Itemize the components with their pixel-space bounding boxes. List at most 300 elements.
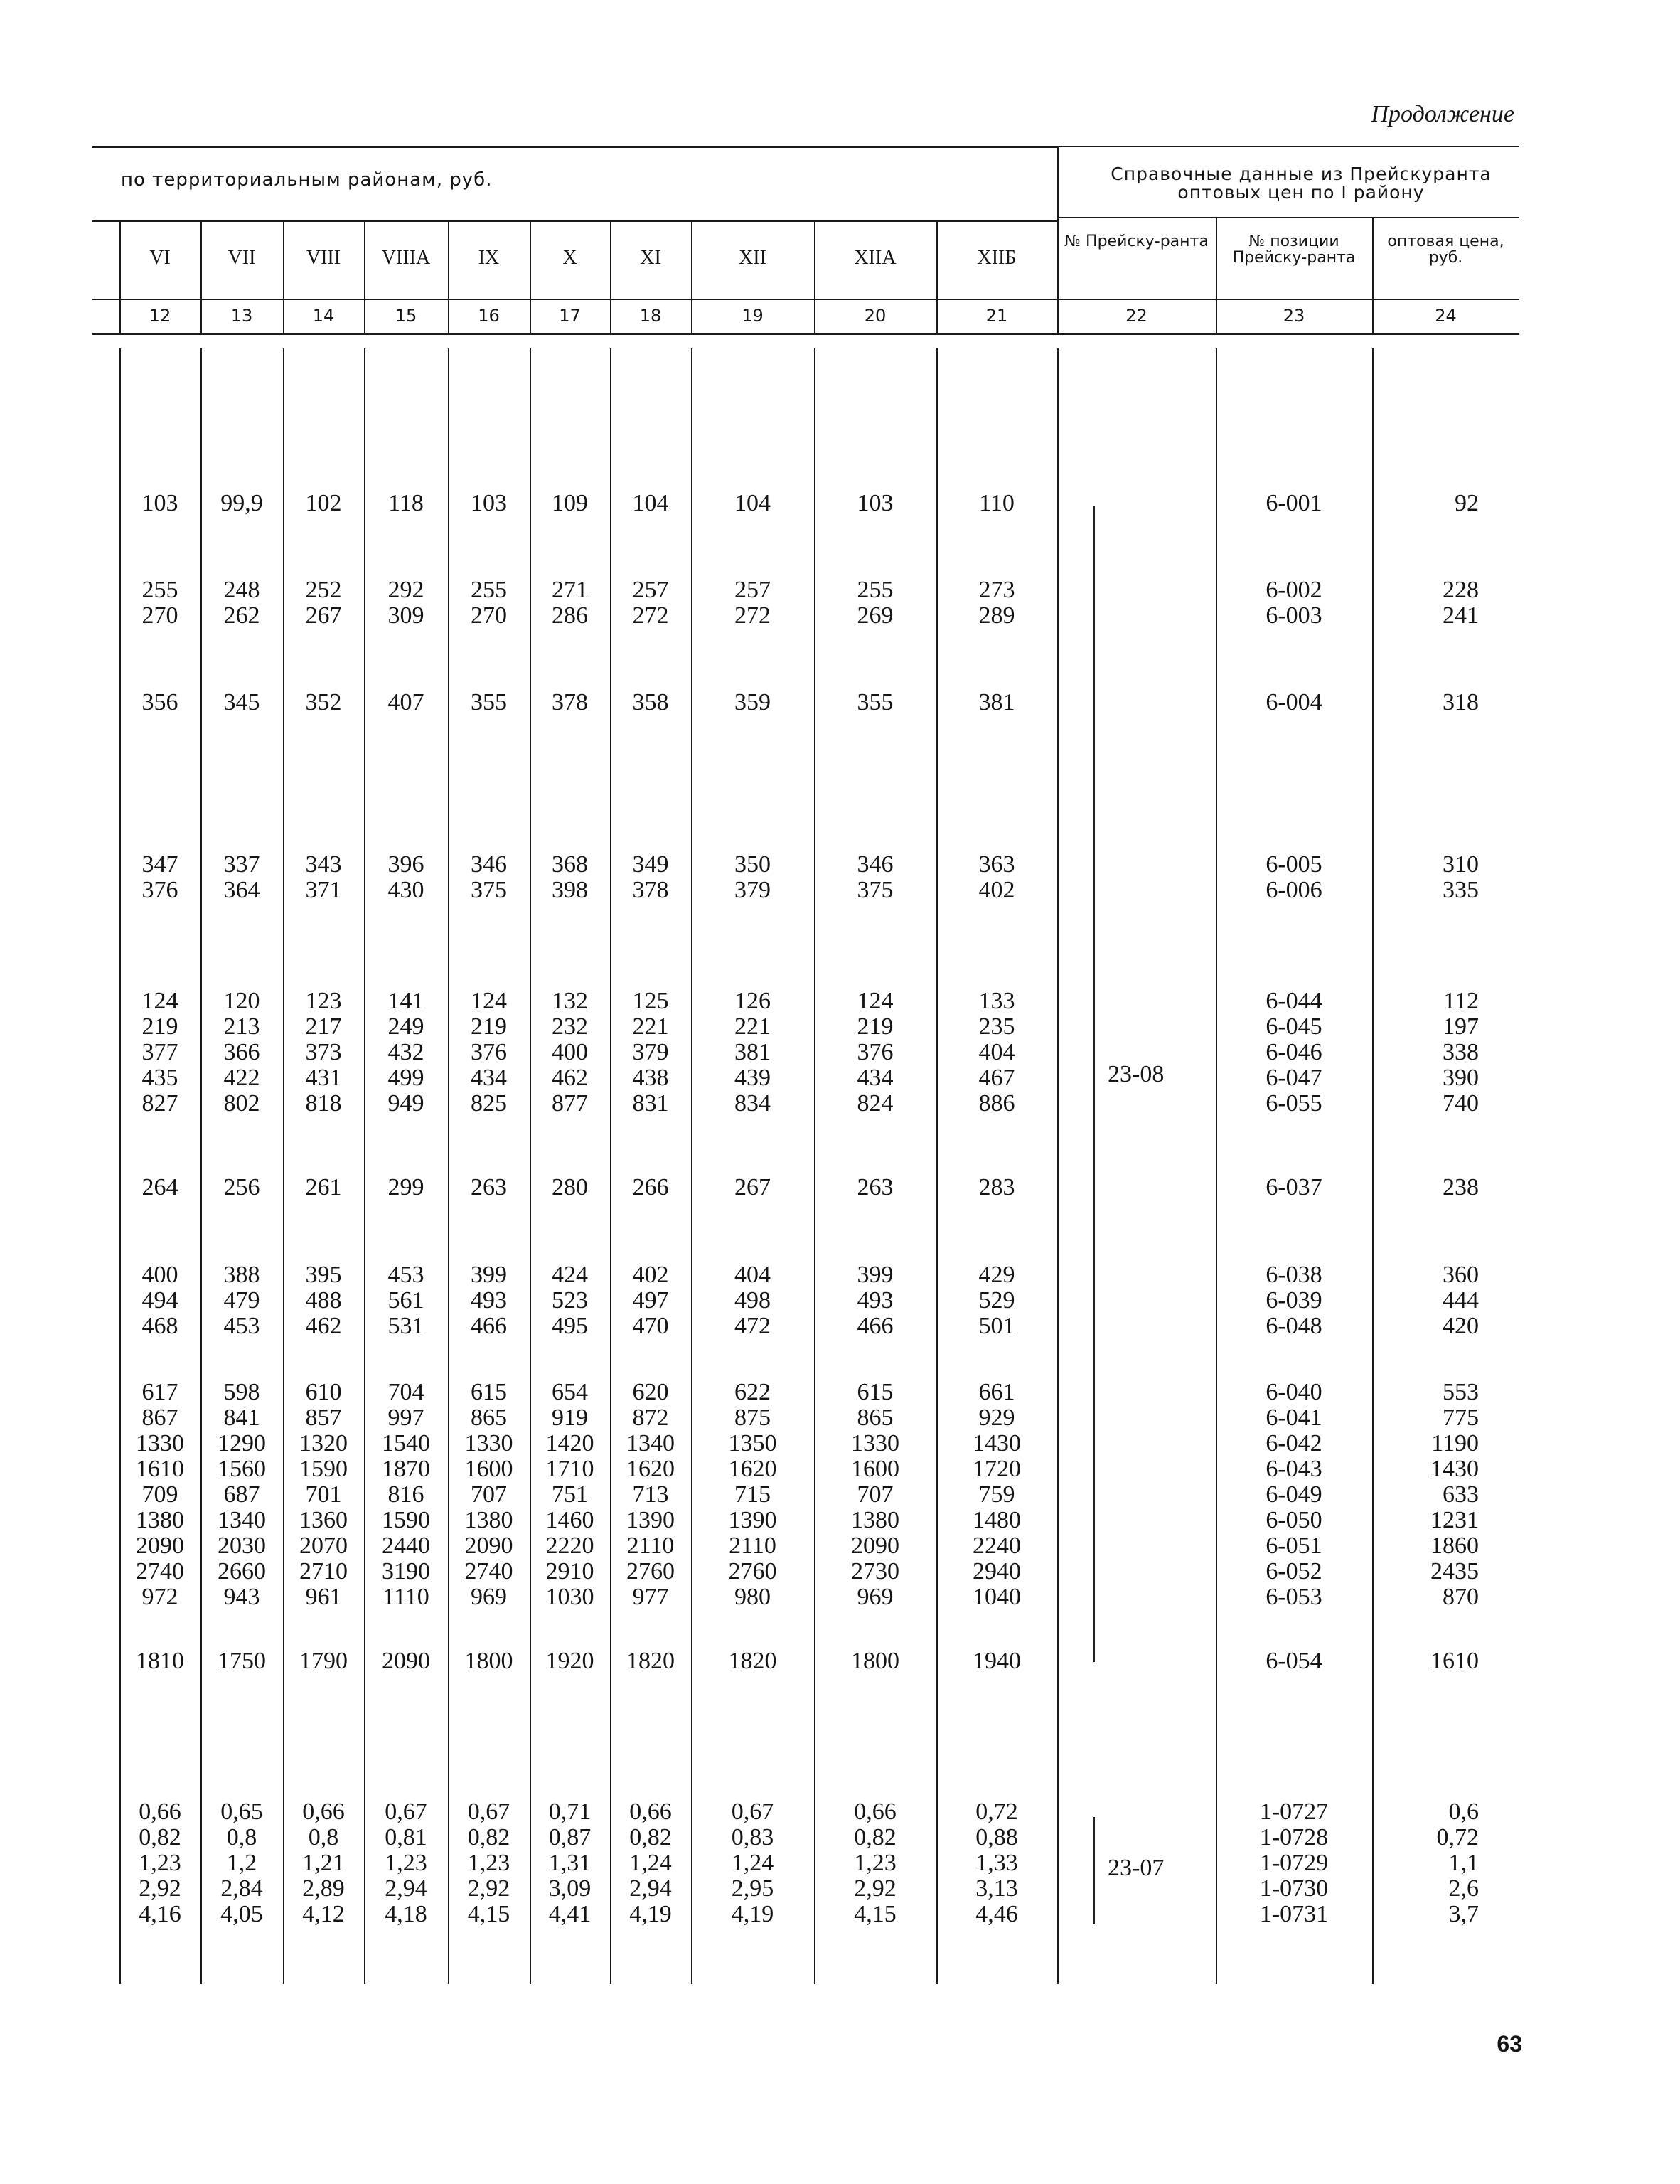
region-price-cell: 493 <box>857 1287 894 1314</box>
position-number-cell: 6-005 <box>1266 851 1322 878</box>
wholesale-price-cell: 197 <box>1443 1013 1479 1040</box>
region-price-cell: 654 <box>552 1379 588 1405</box>
region-price-cell: 124 <box>471 988 507 1014</box>
region-price-cell: 0,88 <box>975 1824 1018 1850</box>
wholesale-price-cell: 241 <box>1443 602 1479 629</box>
region-price-cell: 0,82 <box>629 1824 672 1850</box>
region-price-cell: 816 <box>387 1481 424 1508</box>
position-number-cell: 6-052 <box>1266 1558 1322 1584</box>
region-price-cell: 262 <box>223 602 260 629</box>
region-price-cell: 875 <box>734 1405 771 1431</box>
region-price-cell: 470 <box>632 1313 669 1339</box>
region-price-cell: 980 <box>734 1584 771 1610</box>
region-price-cell: 255 <box>471 577 507 603</box>
region-price-cell: 373 <box>305 1039 342 1065</box>
region-price-cell: 396 <box>387 851 424 878</box>
region-price-cell: 1350 <box>728 1430 777 1456</box>
region-price-cell: 286 <box>552 602 588 629</box>
region-price-cell: 102 <box>305 490 342 516</box>
region-price-cell: 1330 <box>136 1430 184 1456</box>
region-price-cell: 4,46 <box>975 1901 1018 1927</box>
region-price-cell: 2,89 <box>302 1875 345 1902</box>
wholesale-price-cell: 360 <box>1443 1262 1479 1288</box>
region-price-cell: 109 <box>552 490 588 516</box>
region-price-cell: 398 <box>552 877 588 903</box>
position-number-cell: 6-041 <box>1266 1405 1322 1431</box>
region-price-cell: 877 <box>552 1090 588 1117</box>
region-price-cell: 865 <box>857 1405 894 1431</box>
region-price-cell: 402 <box>978 877 1015 903</box>
region-price-cell: 261 <box>305 1174 342 1200</box>
column-number: 13 <box>230 306 253 326</box>
region-price-cell: 1420 <box>545 1430 594 1456</box>
region-price-cell: 1590 <box>299 1456 348 1482</box>
region-price-cell: 439 <box>734 1065 771 1091</box>
wholesale-price-cell: 740 <box>1443 1090 1479 1117</box>
region-price-cell: 610 <box>305 1379 342 1405</box>
region-price-cell: 707 <box>857 1481 894 1508</box>
wholesale-price-cell: 444 <box>1443 1287 1479 1314</box>
region-price-cell: 1330 <box>851 1430 899 1456</box>
region-price-cell: 479 <box>223 1287 260 1314</box>
region-price-cell: 375 <box>471 877 507 903</box>
region-price-cell: 1,23 <box>854 1850 897 1876</box>
region-price-cell: 0,67 <box>385 1799 427 1825</box>
region-price-cell: 2,92 <box>854 1875 897 1902</box>
region-price-cell: 622 <box>734 1379 771 1405</box>
region-price-cell: 235 <box>978 1013 1015 1040</box>
position-number-cell: 6-038 <box>1266 1262 1322 1288</box>
position-number-cell: 6-046 <box>1266 1039 1322 1065</box>
position-number-cell: 6-039 <box>1266 1287 1322 1314</box>
region-price-cell: 377 <box>141 1039 178 1065</box>
position-number-cell: 1-0731 <box>1259 1901 1329 1927</box>
position-number-cell: 6-042 <box>1266 1430 1322 1456</box>
column-number: 16 <box>478 306 500 326</box>
region-price-cell: 125 <box>632 988 669 1014</box>
region-price-cell: 407 <box>387 689 424 715</box>
region-price-cell: 123 <box>305 988 342 1014</box>
region-price-cell: 346 <box>471 851 507 878</box>
region-price-cell: 1330 <box>464 1430 513 1456</box>
column-number: 14 <box>312 306 335 326</box>
region-price-cell: 1360 <box>299 1507 348 1533</box>
region-price-cell: 2110 <box>729 1533 776 1559</box>
region-price-cell: 751 <box>552 1481 588 1508</box>
region-price-cell: 388 <box>223 1262 260 1288</box>
wholesale-price-cell: 1,1 <box>1448 1850 1479 1876</box>
region-price-cell: 972 <box>141 1584 178 1610</box>
region-price-cell: 949 <box>387 1090 424 1117</box>
region-price-cell: 4,16 <box>139 1901 181 1927</box>
column-header-label: XIIБ <box>977 247 1017 269</box>
catalog-label-23-07: 23-07 <box>1108 1855 1165 1881</box>
region-price-cell: 1340 <box>218 1507 266 1533</box>
region-price-cell: 0,66 <box>139 1799 181 1825</box>
region-price-cell: 4,15 <box>467 1901 510 1927</box>
region-price-cell: 615 <box>471 1379 507 1405</box>
wholesale-price-cell: 338 <box>1443 1039 1479 1065</box>
region-price-cell: 462 <box>552 1065 588 1091</box>
region-price-cell: 379 <box>632 1039 669 1065</box>
region-price-cell: 466 <box>471 1313 507 1339</box>
region-price-cell: 1590 <box>382 1507 430 1533</box>
wholesale-price-cell: 112 <box>1443 988 1479 1014</box>
region-price-cell: 969 <box>857 1584 894 1610</box>
region-price-cell: 2110 <box>626 1533 675 1559</box>
region-price-cell: 1540 <box>382 1430 430 1456</box>
region-price-cell: 1340 <box>626 1430 675 1456</box>
region-price-cell: 219 <box>857 1013 894 1040</box>
region-price-cell: 219 <box>471 1013 507 1040</box>
region-price-cell: 364 <box>223 877 260 903</box>
region-price-cell: 3,09 <box>548 1875 592 1902</box>
region-price-cell: 1810 <box>136 1648 184 1674</box>
position-number-cell: 6-050 <box>1266 1507 1322 1533</box>
wholesale-price-cell: 1610 <box>1430 1648 1479 1674</box>
column-number: 19 <box>742 306 764 326</box>
region-price-cell: 865 <box>471 1405 507 1431</box>
region-price-cell: 2,92 <box>467 1875 510 1902</box>
region-price-cell: 366 <box>223 1039 260 1065</box>
page-number: 63 <box>1497 2031 1522 2057</box>
region-price-cell: 359 <box>734 689 771 715</box>
position-number-cell: 6-003 <box>1266 602 1322 629</box>
region-price-cell: 352 <box>305 689 342 715</box>
region-price-cell: 395 <box>305 1262 342 1288</box>
column-number: 15 <box>395 306 417 326</box>
region-price-cell: 269 <box>857 602 894 629</box>
region-price-cell: 337 <box>223 851 260 878</box>
region-price-cell: 1620 <box>626 1456 675 1482</box>
column-header-label: № Прейску-ранта <box>1064 233 1209 250</box>
position-number-cell: 6-053 <box>1266 1584 1322 1610</box>
wholesale-price-cell: 0,72 <box>1436 1824 1479 1850</box>
region-price-cell: 1820 <box>728 1648 777 1674</box>
position-number-cell: 6-049 <box>1266 1481 1322 1508</box>
position-number-cell: 6-051 <box>1266 1533 1322 1559</box>
region-price-cell: 1480 <box>973 1507 1021 1533</box>
region-price-cell: 2,94 <box>385 1875 427 1902</box>
region-price-cell: 118 <box>388 490 424 516</box>
region-price-cell: 267 <box>305 602 342 629</box>
region-price-cell: 232 <box>552 1013 588 1040</box>
region-price-cell: 598 <box>223 1379 260 1405</box>
region-price-cell: 270 <box>141 602 178 629</box>
column-number: 24 <box>1435 306 1457 326</box>
region-price-cell: 1040 <box>973 1584 1021 1610</box>
region-price-cell: 2940 <box>973 1558 1021 1584</box>
region-price-cell: 1560 <box>218 1456 266 1482</box>
region-price-cell: 857 <box>305 1405 342 1431</box>
position-number-cell: 6-054 <box>1266 1648 1322 1674</box>
region-price-cell: 1,23 <box>139 1850 181 1876</box>
region-price-cell: 4,41 <box>548 1901 592 1927</box>
region-price-cell: 468 <box>141 1313 178 1339</box>
region-price-cell: 378 <box>552 689 588 715</box>
region-price-cell: 368 <box>552 851 588 878</box>
region-price-cell: 453 <box>223 1313 260 1339</box>
position-number-cell: 6-043 <box>1266 1456 1322 1482</box>
region-price-cell: 494 <box>141 1287 178 1314</box>
region-price-cell: 0,67 <box>467 1799 510 1825</box>
region-price-cell: 2440 <box>382 1533 430 1559</box>
region-price-cell: 1,21 <box>302 1850 345 1876</box>
region-price-cell: 0,81 <box>385 1824 427 1850</box>
region-price-cell: 99,9 <box>220 490 263 516</box>
column-header-label: VIIIA <box>381 247 431 269</box>
region-price-cell: 256 <box>223 1174 260 1200</box>
position-number-cell: 6-055 <box>1266 1090 1322 1117</box>
region-price-cell: 267 <box>734 1174 771 1200</box>
region-price-cell: 0,66 <box>302 1799 345 1825</box>
region-price-cell: 424 <box>552 1262 588 1288</box>
region-price-cell: 818 <box>305 1090 342 1117</box>
wholesale-price-cell: 633 <box>1443 1481 1479 1508</box>
reference-title <box>1070 165 1532 203</box>
region-price-cell: 453 <box>387 1262 424 1288</box>
region-price-cell: 1870 <box>382 1456 430 1482</box>
region-price-cell: 929 <box>978 1405 1015 1431</box>
region-price-cell: 219 <box>141 1013 178 1040</box>
region-price-cell: 0,8 <box>308 1824 339 1850</box>
region-price-cell: 103 <box>141 490 178 516</box>
region-price-cell: 280 <box>552 1174 588 1200</box>
region-price-cell: 120 <box>223 988 260 1014</box>
region-price-cell: 1,24 <box>629 1850 672 1876</box>
wholesale-price-cell: 3,7 <box>1448 1901 1479 1927</box>
wholesale-price-cell: 1190 <box>1431 1430 1479 1456</box>
region-price-cell: 422 <box>223 1065 260 1091</box>
region-price-cell: 248 <box>223 577 260 603</box>
position-number-cell: 1-0727 <box>1259 1799 1329 1825</box>
region-price-cell: 292 <box>387 577 424 603</box>
column-header-label: XI <box>640 247 661 269</box>
wholesale-price-cell: 1231 <box>1430 1507 1479 1533</box>
region-price-cell: 1610 <box>136 1456 184 1482</box>
region-price-cell: 346 <box>857 851 894 878</box>
column-number: 20 <box>864 306 887 326</box>
region-price-cell: 2710 <box>299 1558 348 1584</box>
region-price-cell: 381 <box>734 1039 771 1065</box>
column-header-label: оптовая цена, руб. <box>1387 233 1504 267</box>
region-price-cell: 1790 <box>299 1648 348 1674</box>
region-price-cell: 872 <box>632 1405 669 1431</box>
region-price-cell: 110 <box>979 490 1015 516</box>
region-price-cell: 472 <box>734 1313 771 1339</box>
region-price-cell: 2090 <box>382 1648 430 1674</box>
region-price-cell: 2090 <box>136 1533 184 1559</box>
region-price-cell: 3,13 <box>975 1875 1018 1902</box>
wholesale-price-cell: 0,6 <box>1448 1799 1479 1825</box>
region-price-cell: 467 <box>978 1065 1015 1091</box>
region-price-cell: 356 <box>141 689 178 715</box>
region-price-cell: 867 <box>141 1405 178 1431</box>
region-price-cell: 841 <box>223 1405 260 1431</box>
catalog-brace-23-07 <box>1093 1817 1095 1924</box>
region-price-cell: 2220 <box>545 1533 594 1559</box>
region-price-cell: 2090 <box>851 1533 899 1559</box>
region-price-cell: 1720 <box>973 1456 1021 1482</box>
region-price-cell: 488 <box>305 1287 342 1314</box>
region-price-cell: 3190 <box>382 1558 430 1584</box>
region-price-cell: 2240 <box>973 1533 1021 1559</box>
region-price-cell: 402 <box>632 1262 669 1288</box>
region-price-cell: 4,19 <box>629 1901 672 1927</box>
region-price-cell: 104 <box>734 490 771 516</box>
region-price-cell: 561 <box>387 1287 424 1314</box>
region-price-cell: 824 <box>857 1090 894 1117</box>
region-price-cell: 430 <box>387 877 424 903</box>
wholesale-price-cell: 420 <box>1443 1313 1479 1339</box>
position-number-cell: 6-001 <box>1266 490 1322 516</box>
column-header-label: № позиции Прейску-ранта <box>1232 233 1356 267</box>
region-price-cell: 264 <box>141 1174 178 1200</box>
region-price-cell: 381 <box>978 689 1015 715</box>
region-price-cell: 1600 <box>464 1456 513 1482</box>
region-price-cell: 104 <box>632 490 669 516</box>
region-price-cell: 0,72 <box>975 1799 1018 1825</box>
column-number: 23 <box>1283 306 1305 326</box>
header-mid-rule <box>92 220 1057 222</box>
region-price-cell: 1290 <box>218 1430 266 1456</box>
region-price-cell: 399 <box>857 1262 894 1288</box>
region-price-cell: 289 <box>978 602 1015 629</box>
region-price-cell: 715 <box>734 1481 771 1508</box>
header-mid-rule-right <box>1057 217 1519 218</box>
region-price-cell: 1380 <box>464 1507 513 1533</box>
wholesale-price-cell: 310 <box>1443 851 1479 878</box>
position-number-cell: 6-002 <box>1266 577 1322 603</box>
region-price-cell: 399 <box>471 1262 507 1288</box>
region-price-cell: 2760 <box>728 1558 777 1584</box>
region-price-cell: 2,94 <box>629 1875 672 1902</box>
region-price-cell: 825 <box>471 1090 507 1117</box>
region-price-cell: 404 <box>734 1262 771 1288</box>
region-price-cell: 704 <box>387 1379 424 1405</box>
region-price-cell: 0,8 <box>226 1824 257 1850</box>
wholesale-price-cell: 2435 <box>1430 1558 1479 1584</box>
position-number-cell: 6-045 <box>1266 1013 1322 1040</box>
header-bottom-rule <box>92 333 1519 335</box>
region-price-cell: 1940 <box>973 1648 1021 1674</box>
region-price-cell: 0,66 <box>629 1799 672 1825</box>
region-price-cell: 615 <box>857 1379 894 1405</box>
region-price-cell: 103 <box>857 490 894 516</box>
region-price-cell: 466 <box>857 1313 894 1339</box>
region-price-cell: 1,24 <box>731 1850 774 1876</box>
column-header-label: VIII <box>306 247 341 269</box>
region-price-cell: 126 <box>734 988 771 1014</box>
wholesale-price-cell: 318 <box>1443 689 1479 715</box>
region-price-cell: 1710 <box>545 1456 594 1482</box>
region-price-cell: 2,92 <box>139 1875 181 1902</box>
region-price-cell: 4,18 <box>385 1901 427 1927</box>
top-rule-right <box>1057 146 1519 147</box>
region-price-cell: 132 <box>552 988 588 1014</box>
region-price-cell: 529 <box>978 1287 1015 1314</box>
wholesale-price-cell: 335 <box>1443 877 1479 903</box>
region-price-cell: 943 <box>223 1584 260 1610</box>
column-header-label: XII <box>739 247 766 269</box>
region-price-cell: 1430 <box>973 1430 1021 1456</box>
region-price-cell: 2030 <box>218 1533 266 1559</box>
region-price-cell: 299 <box>387 1174 424 1200</box>
top-rule <box>92 146 1057 148</box>
region-price-cell: 707 <box>471 1481 507 1508</box>
region-price-cell: 272 <box>632 602 669 629</box>
position-number-cell: 1-0730 <box>1259 1875 1329 1902</box>
region-price-cell: 831 <box>632 1090 669 1117</box>
region-price-cell: 255 <box>141 577 178 603</box>
region-price-cell: 429 <box>978 1262 1015 1288</box>
region-price-cell: 709 <box>141 1481 178 1508</box>
region-price-cell: 1600 <box>851 1456 899 1482</box>
region-price-cell: 834 <box>734 1090 771 1117</box>
region-price-cell: 355 <box>857 689 894 715</box>
region-price-cell: 431 <box>305 1065 342 1091</box>
region-price-cell: 0,71 <box>548 1799 592 1825</box>
region-price-cell: 141 <box>387 988 424 1014</box>
region-price-cell: 272 <box>734 602 771 629</box>
region-price-cell: 961 <box>305 1584 342 1610</box>
region-price-cell: 378 <box>632 877 669 903</box>
header-labels-bottom-rule <box>92 299 1519 300</box>
wholesale-price-cell: 2,6 <box>1448 1875 1479 1902</box>
region-price-cell: 2,95 <box>731 1875 774 1902</box>
region-price-cell: 376 <box>471 1039 507 1065</box>
wholesale-price-cell: 1430 <box>1430 1456 1479 1482</box>
region-price-cell: 271 <box>552 577 588 603</box>
region-price-cell: 343 <box>305 851 342 878</box>
position-number-cell: 6-040 <box>1266 1379 1322 1405</box>
region-price-cell: 501 <box>978 1313 1015 1339</box>
column-header-label: IX <box>478 247 500 269</box>
region-price-cell: 103 <box>471 490 507 516</box>
region-price-cell: 400 <box>552 1039 588 1065</box>
region-price-cell: 257 <box>632 577 669 603</box>
column-header-label: VI <box>149 247 171 269</box>
region-price-cell: 687 <box>223 1481 260 1508</box>
region-price-cell: 0,82 <box>854 1824 897 1850</box>
wholesale-price-cell: 238 <box>1443 1174 1479 1200</box>
region-price-cell: 701 <box>305 1481 342 1508</box>
region-price-cell: 0,65 <box>220 1799 263 1825</box>
region-price-cell: 438 <box>632 1065 669 1091</box>
column-number: 17 <box>559 306 581 326</box>
region-price-cell: 1750 <box>218 1648 266 1674</box>
region-price-cell: 2730 <box>851 1558 899 1584</box>
region-price-cell: 498 <box>734 1287 771 1314</box>
region-price-cell: 4,05 <box>220 1901 263 1927</box>
region-price-cell: 531 <box>387 1313 424 1339</box>
region-price-cell: 371 <box>305 877 342 903</box>
region-price-cell: 257 <box>734 577 771 603</box>
position-number-cell: 6-037 <box>1266 1174 1322 1200</box>
region-price-cell: 434 <box>471 1065 507 1091</box>
region-price-cell: 1110 <box>382 1584 429 1610</box>
reference-title-text: Справочные данные из Прейскуранта оптовых цен по I району <box>1111 164 1492 203</box>
region-price-cell: 349 <box>632 851 669 878</box>
wholesale-price-cell: 390 <box>1443 1065 1479 1091</box>
region-price-cell: 347 <box>141 851 178 878</box>
region-price-cell: 2070 <box>299 1533 348 1559</box>
region-price-cell: 263 <box>857 1174 894 1200</box>
region-price-cell: 379 <box>734 877 771 903</box>
region-price-cell: 4,15 <box>854 1901 897 1927</box>
region-price-cell: 2740 <box>464 1558 513 1584</box>
region-price-cell: 886 <box>978 1090 1015 1117</box>
